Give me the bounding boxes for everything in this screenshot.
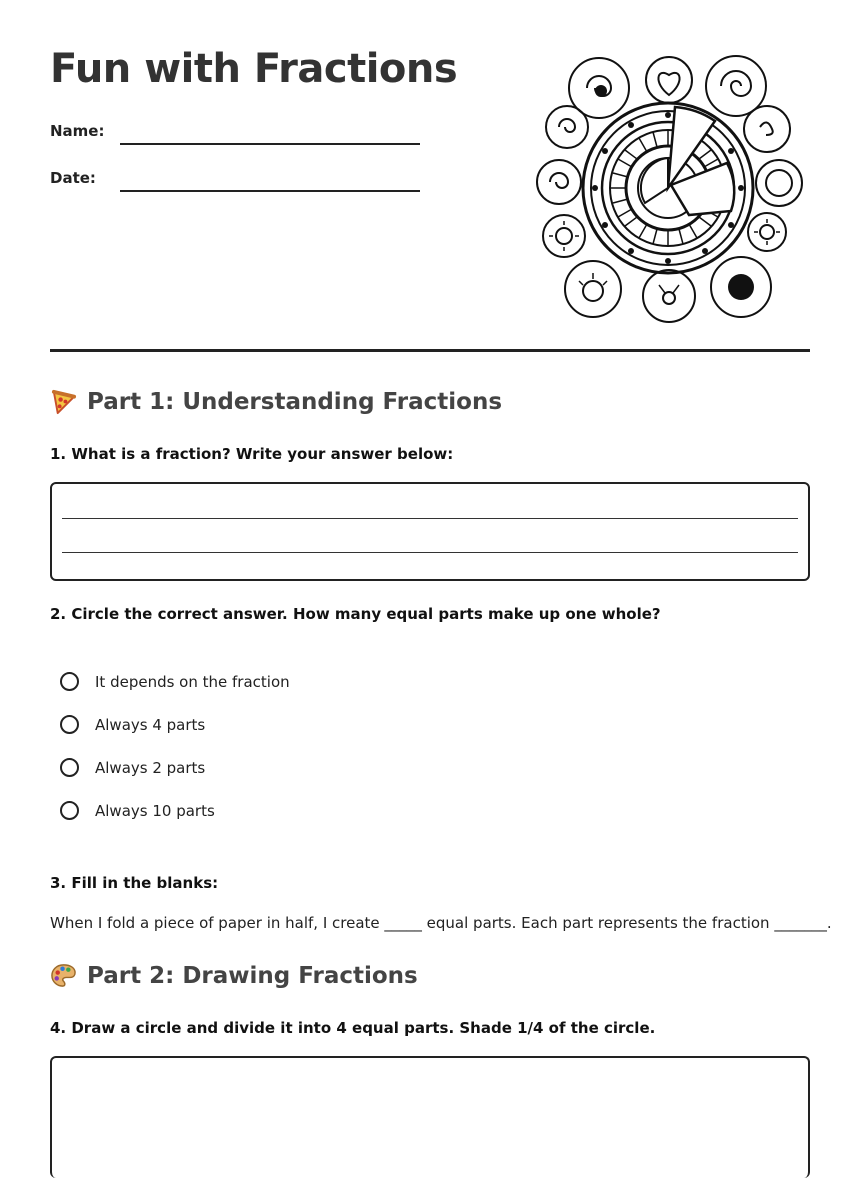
date-label: Date:	[50, 169, 96, 187]
radio-circle[interactable]	[60, 672, 79, 691]
option-item[interactable]	[60, 758, 205, 777]
date-field[interactable]	[120, 190, 420, 192]
drawing-area[interactable]	[50, 1056, 810, 1178]
pizza-slice-icon	[50, 388, 77, 415]
option-label: Always 2 parts	[95, 758, 206, 777]
radio-circle[interactable]	[60, 758, 79, 777]
answer-line	[62, 552, 798, 553]
part1-heading	[50, 388, 502, 415]
part1-heading-text: Part 1: Understanding Fractions	[87, 388, 503, 415]
question-1: 1. What is a fraction? Write your answer below:	[50, 445, 454, 463]
decorative-mandala-pie-icon	[535, 55, 805, 327]
option-item[interactable]	[60, 715, 205, 734]
part2-heading-text: Part 2: Drawing Fractions	[87, 962, 418, 989]
option-label: It depends on the fraction	[95, 672, 290, 691]
fill-in-sentence: When I fold a piece of paper in half, I create _____ equal parts. Each part represents the fraction _______.	[50, 914, 832, 932]
name-field[interactable]	[120, 143, 420, 145]
option-item[interactable]	[60, 801, 215, 820]
answer-box-q1[interactable]	[50, 482, 810, 581]
radio-circle[interactable]	[60, 801, 79, 820]
option-label: Always 10 parts	[95, 801, 215, 820]
name-label: Name:	[50, 122, 105, 140]
option-item[interactable]	[60, 672, 290, 691]
radio-circle[interactable]	[60, 715, 79, 734]
artist-palette-icon	[50, 962, 77, 989]
question-3: 3. Fill in the blanks:	[50, 874, 219, 892]
answer-line	[62, 518, 798, 519]
question-4: 4. Draw a circle and divide it into 4 equal parts. Shade 1/4 of the circle.	[50, 1019, 656, 1037]
option-label: Always 4 parts	[95, 715, 206, 734]
worksheet-title: Fun with Fractions	[50, 46, 458, 92]
question-2: 2. Circle the correct answer. How many equal parts make up one whole?	[50, 605, 661, 623]
header-divider	[50, 349, 810, 352]
part2-heading	[50, 962, 418, 989]
